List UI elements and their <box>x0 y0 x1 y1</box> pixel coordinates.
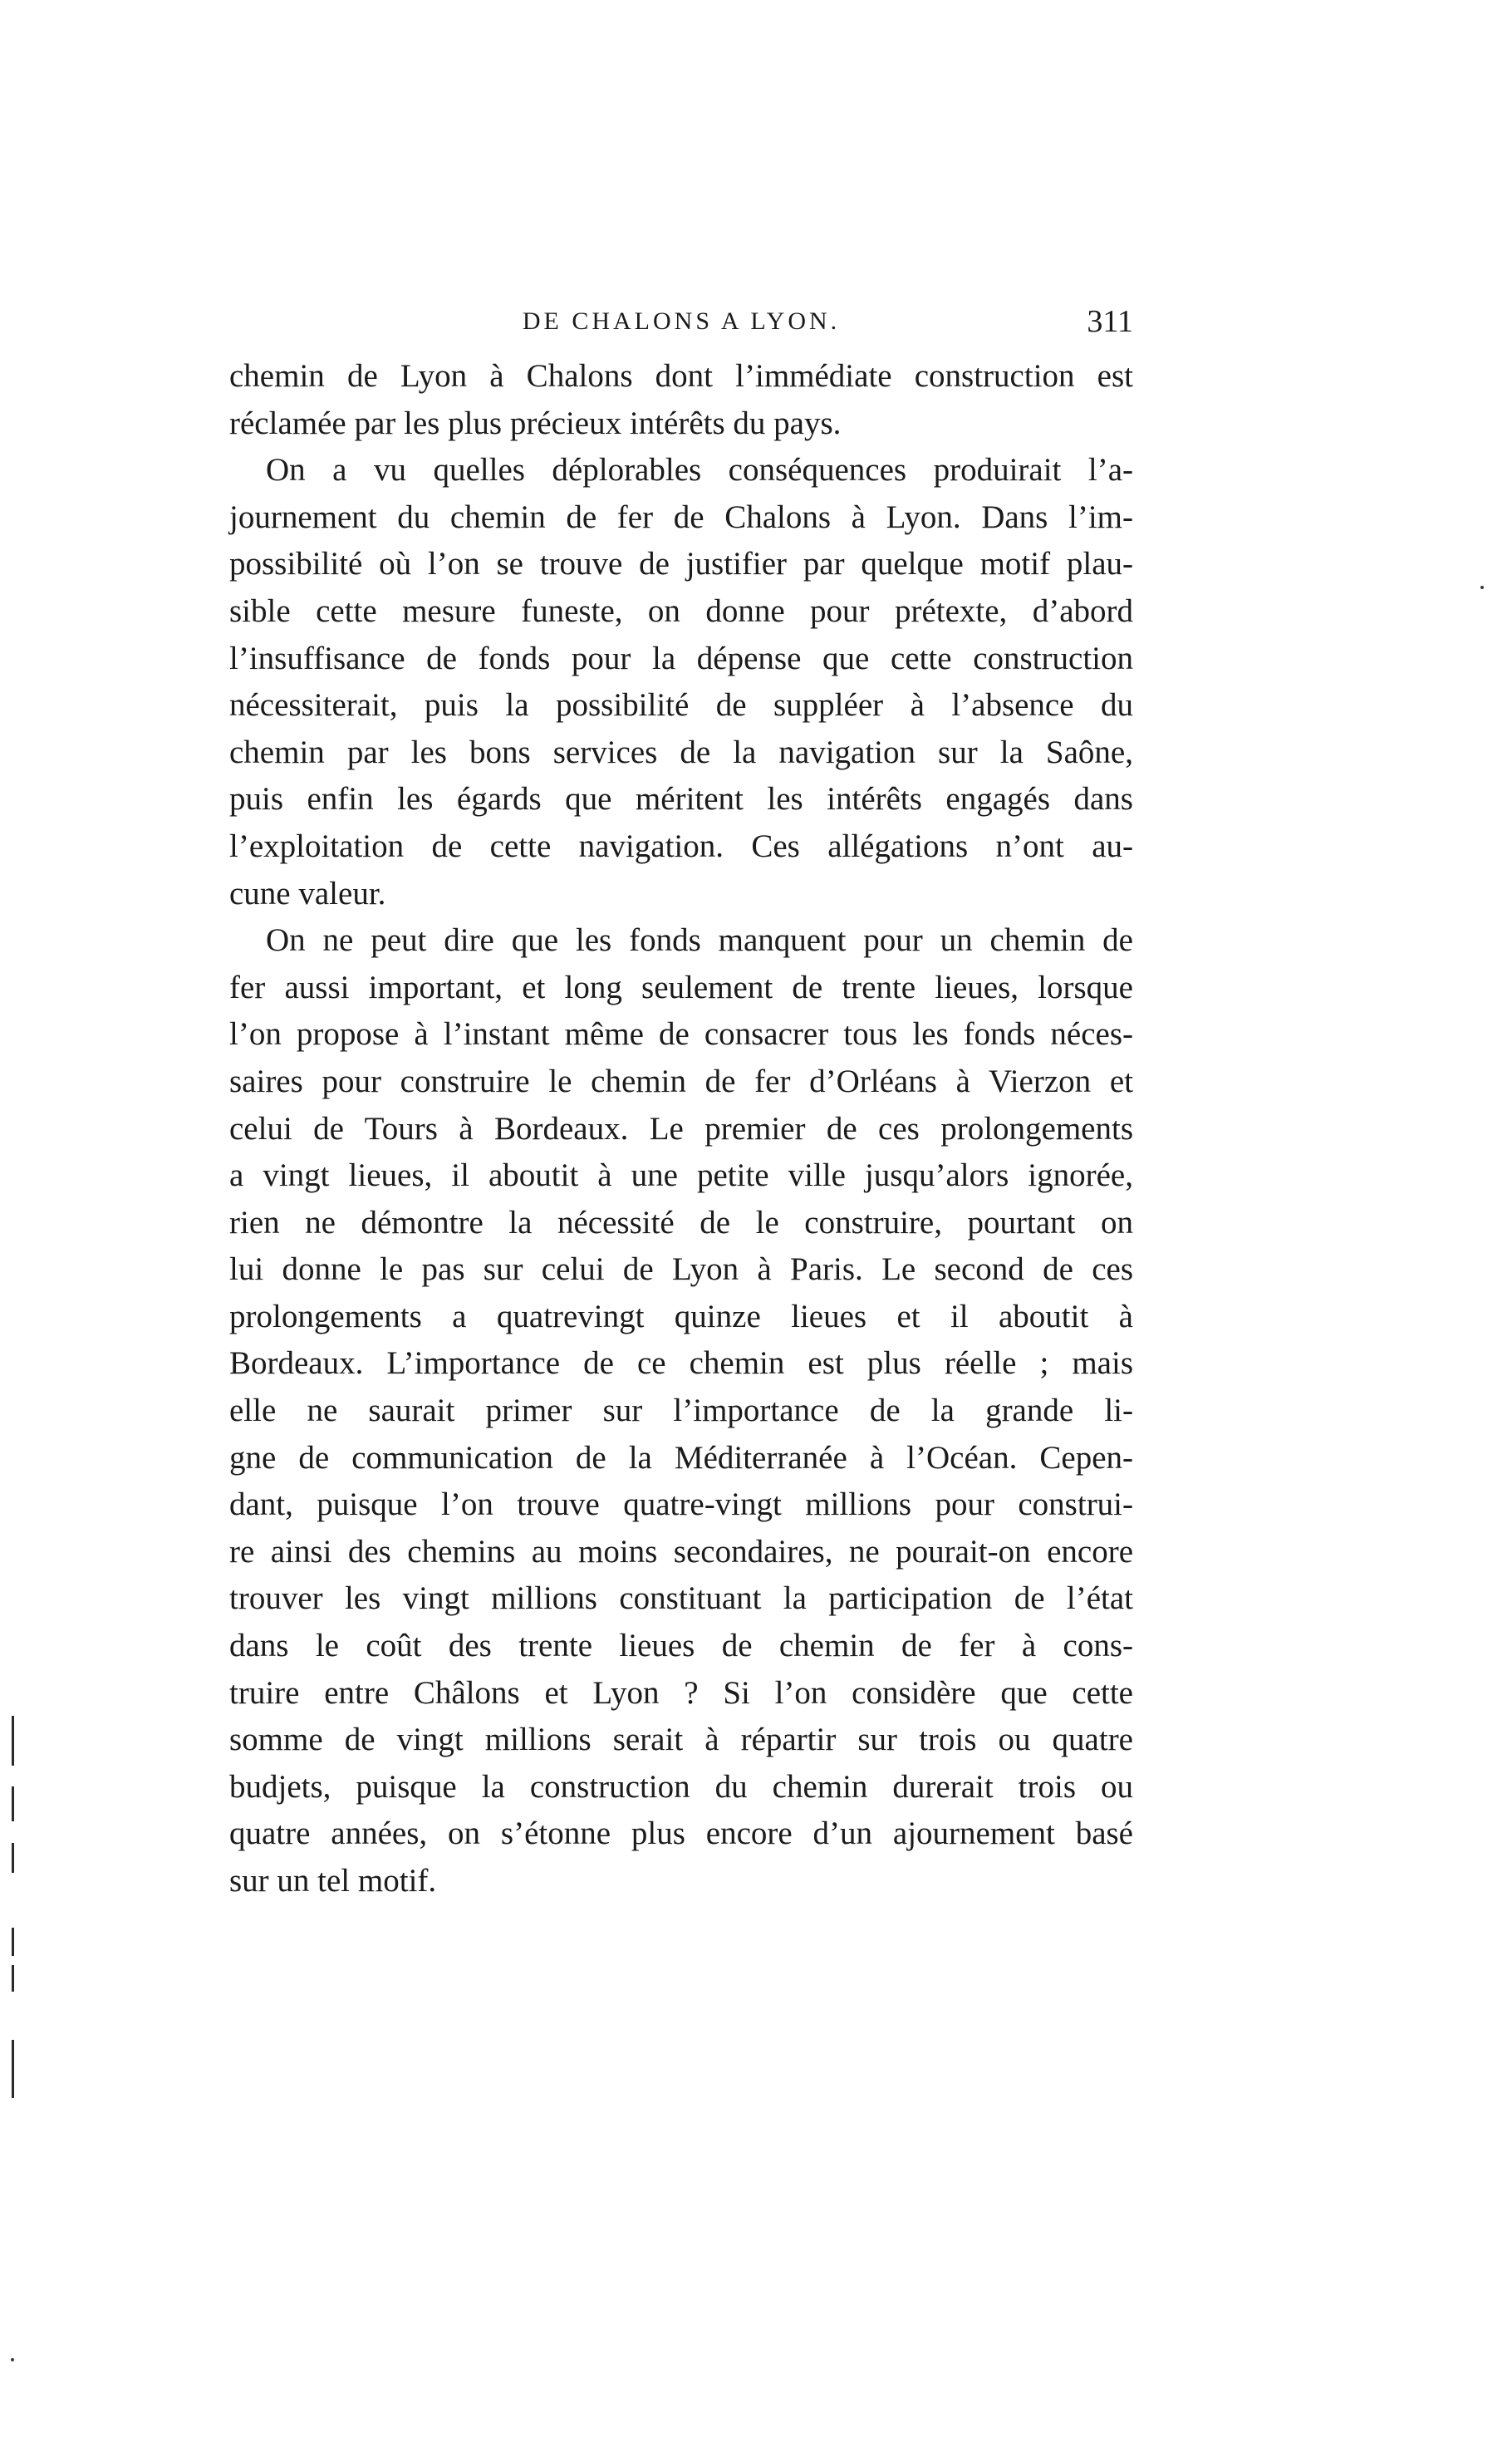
text-line: budjets, puisque la construction du chemin durerait trois ou <box>229 1768 1133 1805</box>
text-line: re ainsi des chemins au moins secondaires, ne pourait-on encore <box>229 1533 1133 1570</box>
text-line: dans le coût des trente lieues de chemin de fer à cons- <box>229 1628 1133 1664</box>
text-line: journement du chemin de fer de Chalons à Lyon. Dans l’im- <box>229 499 1133 535</box>
text-line: trouver les vingt millions constituant la participation de l’état <box>229 1580 1133 1617</box>
running-head <box>229 299 1133 344</box>
body-text <box>229 353 1133 1905</box>
text-line: sible cette mesure funeste, on donne pour prétexte, d’abord <box>229 592 1133 629</box>
scan-mark <box>12 1928 14 1956</box>
text-line: celui de Tours à Bordeaux. Le premier de ces prolongements <box>229 1110 1133 1147</box>
text-line: chemin de Lyon à Chalons dont l’immédiate construction est <box>229 358 1133 394</box>
text-line: somme de vingt millions serait à répartir sur trois ou quatre <box>229 1722 1133 1758</box>
text-line: l’insuffisance de fonds pour la dépense que cette construction <box>229 640 1133 676</box>
scan-mark <box>1480 586 1484 589</box>
running-title: DE CHALONS A LYON. <box>522 307 841 335</box>
text-line: dant, puisque l’on trouve quatre-vingt millions pour construi- <box>229 1486 1133 1523</box>
text-line: réclamée par les plus précieux intérêts du pays. <box>229 405 842 441</box>
scan-mark <box>11 2358 14 2361</box>
text-line: puis enfin les égards que méritent les intérêts engagés dans <box>229 781 1133 818</box>
scan-mark <box>12 1716 14 1766</box>
text-line: Bordeaux. L’importance de ce chemin est plus réelle ; mais <box>229 1345 1133 1382</box>
text-line: nécessiterait, puis la possibilité de suppléer à l’absence du <box>229 687 1133 724</box>
text-line: chemin par les bons services de la navigation sur la Saône, <box>229 734 1133 770</box>
text-line: lui donne le pas sur celui de Lyon à Paris. Le second de ces <box>229 1251 1133 1288</box>
scan-mark <box>12 1843 14 1873</box>
text-line: fer aussi important, et long seulement de trente lieues, lorsque <box>229 969 1133 1005</box>
page-number: 311 <box>1087 304 1133 339</box>
text-line: truire entre Châlons et Lyon ? Si l’on considère que cette <box>229 1674 1133 1711</box>
text-line: l’exploitation de cette navigation. Ces allégations n’ont au- <box>229 828 1133 864</box>
text-line: On a vu quelles déplorables conséquences produirait l’a- <box>266 452 1133 489</box>
text-line: On ne peut dire que les fonds manquent pour un chemin de <box>266 922 1133 959</box>
text-line: quatre années, on s’étonne plus encore d’un ajournement basé <box>229 1816 1133 1852</box>
text-line: gne de communication de la Méditerranée à l’Océan. Cepen- <box>229 1439 1133 1476</box>
scan-mark <box>12 1965 14 1992</box>
text-line: l’on propose à l’instant même de consacrer tous les fonds néces- <box>229 1016 1133 1053</box>
scan-mark <box>12 1786 14 1821</box>
text-line: possibilité où l’on se trouve de justifier par quelque motif plau- <box>229 546 1133 582</box>
scan-mark <box>12 2040 14 2098</box>
text-line: prolongements a quatrevingt quinze lieues et il aboutit à <box>229 1298 1133 1334</box>
text-line: cune valeur. <box>229 875 386 911</box>
text-line: saires pour construire le chemin de fer d’Orléans à Vierzon et <box>229 1063 1133 1099</box>
text-line: elle ne saurait primer sur l’importance de la grande li- <box>229 1393 1133 1429</box>
text-line: a vingt lieues, il aboutit à une petite ville jusqu’alors ignorée, <box>229 1157 1133 1194</box>
text-line: rien ne démontre la nécessité de le construire, pourtant on <box>229 1204 1133 1241</box>
text-line: sur un tel motif. <box>229 1863 437 1899</box>
